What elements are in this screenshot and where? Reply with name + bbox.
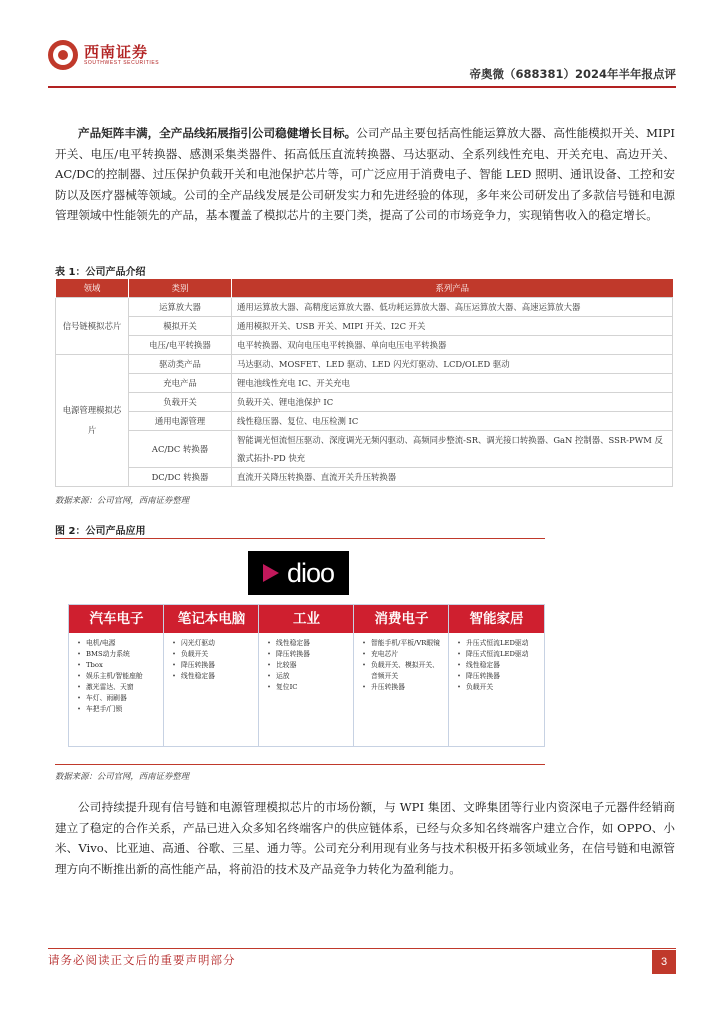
domain-cell: 信号链模拟芯片 [56, 297, 129, 354]
list-item: • 激光雷达、天窗 [77, 682, 160, 693]
products-cell: 通用模拟开关、USB 开关、MIPI 开关、I2C 开关 [232, 316, 673, 335]
card-title: 工业 [259, 605, 354, 633]
domain-cell: 电源管理模拟芯片 [56, 354, 129, 486]
header-divider [48, 86, 676, 88]
table-row [56, 354, 673, 373]
card-title: 智能家居 [449, 605, 544, 633]
products-cell: 锂电池线性充电 IC、开关充电 [232, 373, 673, 392]
dioo-arrow-icon [263, 562, 285, 584]
closing-paragraph: 公司持续提升现有信号链和电源管理模拟芯片的市场份额，与 WPI 集团、文晔集团等行业内资深电子元器件经销商建立了稳定的合作关系，产品已进入众多知名终端客户的供应链体系，已经与众多知名终端客户建立合作，如 OPPO、小米、Vivo、比亚迪、高通、谷歌、三星、通力等。公司充分利用现有业务与技术积极开拓多领域业务，在信号链和电源管理方向不断推出新的高性能产品，将前沿的技术及产品竞争力转化为盈利能力。 [55, 800, 675, 876]
header-domain: 领域 [56, 279, 129, 297]
table-row [56, 373, 673, 392]
list-item: • 线性稳定器 [457, 660, 540, 671]
disclaimer-notice: 请务必阅读正文后的重要声明部分 [48, 953, 236, 967]
header-products: 系列产品 [232, 279, 673, 297]
report-title: 帝奥微（688381）2024年半年报点评 [469, 67, 676, 81]
application-card-laptop [163, 604, 260, 747]
table-row [56, 316, 673, 335]
category-cell: 电压/电平转换器 [129, 335, 232, 354]
list-item: • 车灯、雨刷器 [77, 693, 160, 704]
products-cell: 负载开关、锂电池保护 IC [232, 392, 673, 411]
list-item: • 降压转换器 [457, 671, 540, 682]
intro-lead: 产品矩阵丰满，全产品线拓展指引公司稳健增长目标。 [78, 126, 357, 140]
list-item: • Tbox [77, 660, 160, 671]
products-cell: 电平转换器、双向电压电平转换器、单向电压电平转换器 [232, 335, 673, 354]
table-caption: 表 1：公司产品介绍 [55, 267, 146, 278]
logo-english-name: SOUTHWEST SECURITIES [84, 60, 160, 66]
list-item: • 负载开关、模拟开关、音频开关 [362, 660, 445, 682]
application-card-industrial [258, 604, 355, 747]
application-card-automotive [68, 604, 165, 747]
figure-top-rule [55, 538, 545, 539]
products-cell: 通用运算放大器、高精度运算放大器、低功耗运算放大器、高压运算放大器、高速运算放大器 [232, 297, 673, 316]
page-number: 3 [652, 950, 676, 974]
dioo-brand-logo [248, 551, 349, 595]
list-item: • 降压转换器 [267, 649, 350, 660]
footer-divider [48, 948, 676, 949]
category-cell: 模拟开关 [129, 316, 232, 335]
products-cell: 马达驱动、MOSFET、LED 驱动、LED 闪光灯驱动、LCD/OLED 驱动 [232, 354, 673, 373]
card-title: 笔记本电脑 [164, 605, 259, 633]
table-source: 数据来源：公司官网，西南证券整理 [55, 495, 189, 505]
list-item: • 线性稳定器 [267, 638, 350, 649]
list-item: • 升压转换器 [362, 682, 445, 693]
category-cell: 通用电源管理 [129, 411, 232, 430]
list-item: • 闪光灯驱动 [172, 638, 255, 649]
category-cell: 驱动类产品 [129, 354, 232, 373]
figure-caption: 图 2：公司产品应用 [55, 526, 146, 537]
table-row [56, 411, 673, 430]
list-item: • 充电芯片 [362, 649, 445, 660]
table-row [56, 297, 673, 316]
intro-body: 公司产品主要包括高性能运算放大器、高性能模拟开关、MIPI 开关、电压/电平转换器、感测采集类器件、拓高低压直流转换器、马达驱动、全系列线性充电、开关充电、高边开关、AC/DC的控制器、过压保护负载开关和电池保护芯片等，可广泛应用于消费电子、智能 LED 照明、通讯设备、工控和安防以及医疗器械等领域。公司的全产品线发展是公司研发实力和先进经验的体现，多年来公司研发出了多款信号链和电源管理领域中性能领先的产品，基本覆盖了模拟芯片的主要门类，提高了公司的市场竞争力，实现销售收入的稳定增长。 [55, 126, 675, 222]
category-cell: 运算放大器 [129, 297, 232, 316]
list-item: • 降压转换器 [172, 660, 255, 671]
list-item: • 娱乐主机/智能座舱 [77, 671, 160, 682]
card-title: 消费电子 [354, 605, 449, 633]
product-table [55, 279, 673, 487]
table-row [56, 430, 673, 467]
figure-bottom-rule [55, 764, 545, 765]
list-item: • 运放 [267, 671, 350, 682]
application-card-consumer [353, 604, 450, 747]
header-category: 类别 [129, 279, 232, 297]
category-cell: DC/DC 转换器 [129, 467, 232, 486]
application-card-smart-home [448, 604, 545, 747]
intro-paragraph [55, 123, 675, 226]
list-item: • 电机/电源 [77, 638, 160, 649]
list-item: • 线性稳定器 [172, 671, 255, 682]
list-item: • 升压式恒流LED驱动 [457, 638, 540, 649]
list-item: • BMS动力系统 [77, 649, 160, 660]
logo-chinese-name: 西南证券 [84, 43, 149, 61]
list-item: • 负载开关 [457, 682, 540, 693]
products-cell: 直流开关降压转换器、直流开关升压转换器 [232, 467, 673, 486]
table-row [56, 335, 673, 354]
category-cell: AC/DC 转换器 [129, 430, 232, 467]
list-item: • 比较器 [267, 660, 350, 671]
list-item: • 智能手机/平板/VR眼镜 [362, 638, 445, 649]
company-logo [48, 40, 159, 70]
logo-emblem-icon [48, 40, 78, 70]
list-item: • 负载开关 [172, 649, 255, 660]
products-cell: 线性稳压器、复位、电压检测 IC [232, 411, 673, 430]
table-row [56, 392, 673, 411]
category-cell: 负载开关 [129, 392, 232, 411]
list-item: • 车把手/门锁 [77, 704, 160, 715]
products-cell: 智能调光恒流恒压驱动、深度调光无频闪驱动、高频同步整流-SR、调光接口转换器、GaN 控制器、SSR-PWM 反激式拓扑-PD 快充 [232, 430, 673, 467]
table-header-row [56, 279, 673, 297]
page-header [48, 40, 676, 85]
brand-name: dioo [286, 557, 335, 588]
list-item: • 复位IC [267, 682, 350, 693]
figure-source: 数据来源：公司官网，西南证券整理 [55, 771, 189, 781]
card-title: 汽车电子 [69, 605, 164, 633]
category-cell: 充电产品 [129, 373, 232, 392]
table-row [56, 467, 673, 486]
list-item: • 降压式恒流LED驱动 [457, 649, 540, 660]
